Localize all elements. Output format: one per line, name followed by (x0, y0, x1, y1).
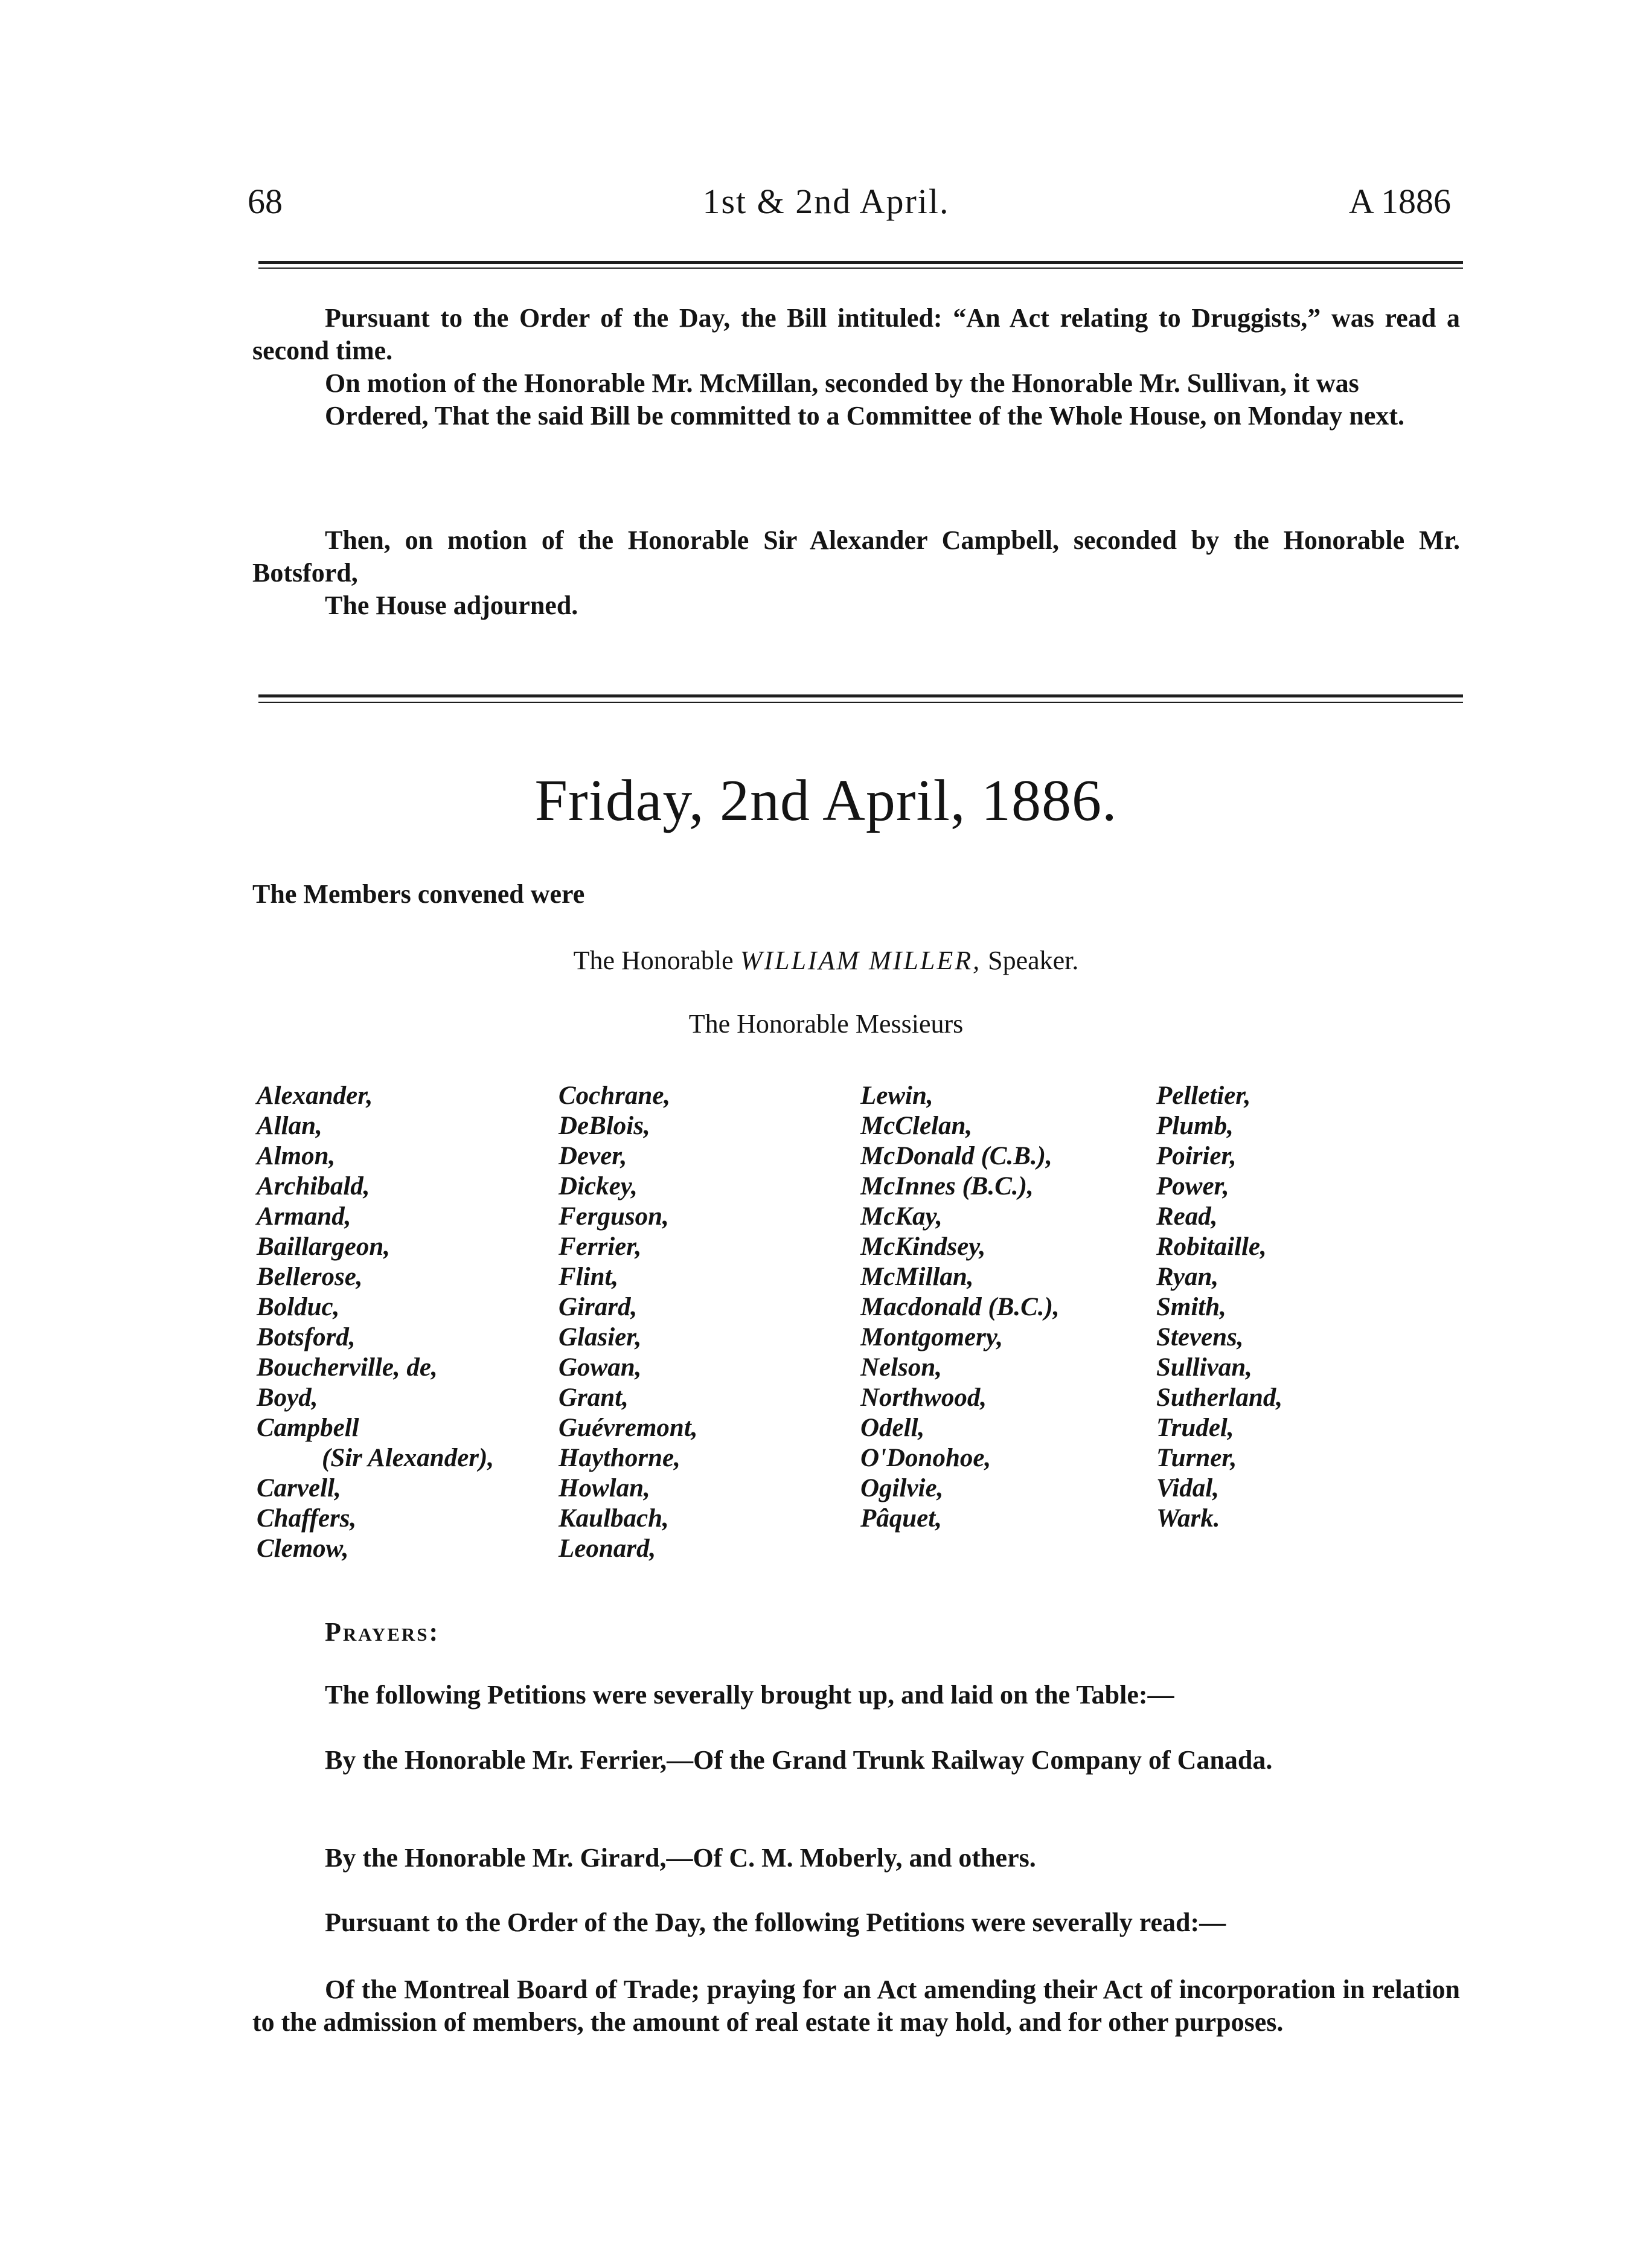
running-header-year: A 1886 (1348, 182, 1451, 221)
speaker-suffix: Speaker. (988, 946, 1079, 975)
section-rule (258, 694, 1463, 697)
member-name: Pelletier, (1156, 1082, 1251, 1110)
speaker-line (0, 945, 1652, 976)
montreal-petition-block (252, 1973, 1460, 2039)
member-name: Dever, (559, 1142, 627, 1170)
member-name: McClelan, (860, 1112, 973, 1140)
member-name: Stevens, (1156, 1323, 1244, 1351)
member-name: Alexander, (257, 1082, 373, 1110)
member-name: Girard, (559, 1293, 638, 1321)
member-name: Ryan, (1156, 1263, 1219, 1291)
house-adjourned-paragraph: The House adjourned. (325, 591, 578, 620)
member-name: Kaulbach, (559, 1504, 669, 1533)
petitions-intro-block (252, 1679, 1460, 1711)
member-name: Montgomery, (860, 1323, 1004, 1351)
member-name: Campbell (257, 1414, 359, 1442)
ordered-paragraph: Ordered, That the said Bill be committed to a Committee of the Whole House, on Monday next. (325, 401, 1405, 431)
section-rule-thin (258, 702, 1463, 703)
member-name: Boyd, (257, 1383, 318, 1412)
member-name: Grant, (559, 1383, 629, 1412)
member-name: Ferguson, (559, 1202, 669, 1231)
member-name: Nelson, (860, 1353, 942, 1382)
member-name: Bellerose, (257, 1263, 363, 1291)
adjournment-section (252, 524, 1460, 622)
member-name: DeBlois, (559, 1112, 650, 1140)
member-name: Read, (1156, 1202, 1218, 1231)
member-name: Plumb, (1156, 1112, 1234, 1140)
member-name: Bolduc, (257, 1293, 340, 1321)
member-name: (Sir Alexander), (322, 1444, 495, 1472)
member-name: Baillargeon, (257, 1232, 391, 1261)
members-column-2 (559, 1081, 698, 1564)
member-name: O'Donohoe, (860, 1444, 991, 1472)
petition-girard-block (252, 1842, 1460, 1874)
petitions-intro: The following Petitions were severally brought up, and laid on the Table:— (325, 1680, 1174, 1710)
header-rule-thin (258, 268, 1463, 269)
member-name: Gowan, (559, 1353, 642, 1382)
motion-paragraph: On motion of the Honorable Mr. McMillan, seconded by the Honorable Mr. Sullivan, it was (325, 368, 1359, 398)
header-rule (258, 261, 1463, 264)
member-name: Carvell, (257, 1474, 341, 1502)
member-name: Clemow, (257, 1534, 349, 1563)
member-name: Vidal, (1156, 1474, 1219, 1502)
member-name: Almon, (257, 1142, 336, 1170)
member-name: McInnes (B.C.), (860, 1172, 1034, 1200)
montreal-board-petition: Of the Montreal Board of Trade; praying for an Act amending their Act of incorporation in relation to the admission of members, the amount of real estate it may hold, and for other purposes. (252, 1975, 1460, 2037)
member-name: Dickey, (559, 1172, 638, 1200)
speaker-name: WILLIAM MILLER, (740, 946, 982, 975)
member-name: Armand, (257, 1202, 351, 1231)
member-name: Sullivan, (1156, 1353, 1252, 1382)
petitions-read-block (252, 1906, 1460, 1939)
member-name: Archibald, (257, 1172, 370, 1200)
petition-ferrier: By the Honorable Mr. Ferrier,—Of the Grand Trunk Railway Company of Canada. (325, 1745, 1273, 1775)
member-name: Smith, (1156, 1293, 1226, 1321)
member-name: Macdonald (B.C.), (860, 1293, 1060, 1321)
members-column-4 (1156, 1081, 1282, 1534)
members-column-3 (860, 1081, 1060, 1534)
running-header-date: 1st & 2nd April. (702, 182, 950, 221)
page-number: 68 (248, 182, 283, 221)
member-name: Boucherville, de, (257, 1353, 438, 1382)
member-name: Botsford, (257, 1323, 356, 1351)
druggists-bill-paragraph: Pursuant to the Order of the Day, the Bill intituled: “An Act relating to Druggists,” was read a second time. (252, 303, 1460, 365)
members-column-1 (257, 1081, 494, 1564)
member-name: Power, (1156, 1172, 1229, 1200)
member-name: Lewin, (860, 1082, 933, 1110)
members-intro: The Members convened were (252, 879, 585, 909)
petitions-read-intro: Pursuant to the Order of the Day, the following Petitions were severally read:— (325, 1908, 1226, 1937)
member-name: Sutherland, (1156, 1383, 1283, 1412)
messieurs-heading: The Honorable Messieurs (688, 1009, 964, 1039)
member-name: Trudel, (1156, 1414, 1234, 1442)
member-name: Pâquet, (860, 1504, 942, 1533)
member-name: Northwood, (860, 1383, 987, 1412)
member-name: Leonard, (559, 1534, 656, 1563)
petition-ferrier-block (252, 1744, 1460, 1777)
member-name: Cochrane, (559, 1082, 671, 1110)
adjourn-motion-paragraph: Then, on motion of the Honorable Sir Alexander Campbell, seconded by the Honorable Mr. Botsford, (252, 525, 1460, 588)
member-name: Glasier, (559, 1323, 642, 1351)
member-name: Guévremont, (559, 1414, 698, 1442)
member-name: McMillan, (860, 1263, 974, 1291)
top-proceedings (252, 302, 1460, 432)
member-name: Odell, (860, 1414, 925, 1442)
member-name: McDonald (C.B.), (860, 1142, 1052, 1170)
member-name: Ogilvie, (860, 1474, 944, 1502)
member-name: Haythorne, (559, 1444, 680, 1472)
member-name: Chaffers, (257, 1504, 357, 1533)
member-name: McKay, (860, 1202, 943, 1231)
speaker-prefix: The Honorable (573, 946, 734, 975)
prayers-heading: Prayers: (325, 1617, 440, 1647)
day-title: Friday, 2nd April, 1886. (534, 768, 1118, 833)
member-name: McKindsey, (860, 1232, 986, 1261)
member-name: Poirier, (1156, 1142, 1237, 1170)
member-name: Allan, (257, 1112, 322, 1140)
member-name: Ferrier, (559, 1232, 642, 1261)
member-name: Howlan, (559, 1474, 650, 1502)
petition-girard: By the Honorable Mr. Girard,—Of C. M. Moberly, and others. (325, 1843, 1036, 1873)
member-name: Wark. (1156, 1504, 1220, 1533)
member-name: Robitaille, (1156, 1232, 1267, 1261)
member-name: Flint, (559, 1263, 619, 1291)
member-name: Turner, (1156, 1444, 1237, 1472)
